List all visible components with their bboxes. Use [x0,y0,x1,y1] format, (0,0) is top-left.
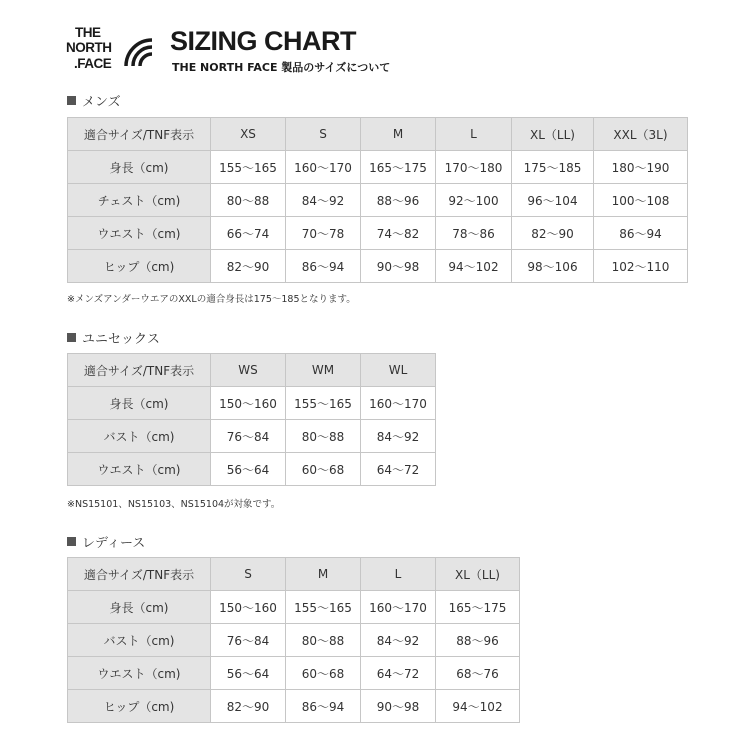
size-value-cell: 160～170 [286,151,361,184]
size-column-header: M [361,118,436,151]
section-title-unisex [67,328,160,347]
page-subtitle: THE NORTH FACE 製品のサイズについて [172,61,391,74]
section-title-text: レディース [82,536,146,551]
size-value-cell: 84～92 [361,624,436,657]
size-value-cell: 60～68 [286,657,361,690]
size-value-cell: 76～84 [211,624,286,657]
size-column-header: WL [361,354,436,387]
section-title-ladies [67,532,145,551]
row-label-cell: 身長（cm) [68,387,211,420]
the-north-face-logo [62,26,158,78]
table-row [68,217,688,250]
table-row [68,420,436,453]
size-column-header: WM [286,354,361,387]
size-value-cell: 80～88 [286,420,361,453]
size-column-header: XS [211,118,286,151]
size-value-cell: 82～90 [211,690,286,723]
size-value-cell: 170～180 [436,151,512,184]
size-value-cell: 90～98 [361,250,436,283]
size-column-header: WS [211,354,286,387]
mens-size-table [67,117,688,283]
row-label-cell: ウエスト（cm) [68,217,211,250]
size-column-header: S [211,558,286,591]
row-label-cell: チェスト（cm) [68,184,211,217]
size-value-cell: 88～96 [361,184,436,217]
table-row [68,184,688,217]
corner-label-cell: 適合サイズ/TNF表示 [68,558,211,591]
square-bullet-icon [67,96,76,105]
square-bullet-icon [67,537,76,546]
size-column-header: L [361,558,436,591]
size-value-cell: 100～108 [594,184,688,217]
size-column-header: XL（LL) [512,118,594,151]
size-value-cell: 94～102 [436,690,520,723]
table-row [68,453,436,486]
size-value-cell: 82～90 [211,250,286,283]
size-value-cell: 88～96 [436,624,520,657]
size-value-cell: 90～98 [361,690,436,723]
size-value-cell: 175～185 [512,151,594,184]
row-label-cell: バスト（cm) [68,624,211,657]
row-label-cell: ヒップ（cm) [68,250,211,283]
size-column-header: S [286,118,361,151]
size-value-cell: 84～92 [286,184,361,217]
size-value-cell: 78～86 [436,217,512,250]
size-value-cell: 80～88 [286,624,361,657]
size-value-cell: 56～64 [211,453,286,486]
table-row [68,151,688,184]
row-label-cell: バスト（cm) [68,420,211,453]
size-value-cell: 92～100 [436,184,512,217]
size-value-cell: 160～170 [361,387,436,420]
table-row [68,624,520,657]
table-row [68,657,520,690]
size-value-cell: 56～64 [211,657,286,690]
logo-line-1: THE [75,25,101,40]
size-value-cell: 180～190 [594,151,688,184]
section-title-text: メンズ [82,95,121,110]
section-title-text: ユニセックス [82,332,160,347]
half-dome-icon [122,28,156,68]
size-value-cell: 155～165 [286,387,361,420]
size-value-cell: 160～170 [361,591,436,624]
page-title: SIZING CHART [170,26,356,56]
logo-line-2: NORTH [66,40,112,55]
mens-note: ※メンズアンダーウエアのXXLの適合身長は175～185となります。 [67,294,356,305]
size-value-cell: 66～74 [211,217,286,250]
table-header-row [68,118,688,151]
size-value-cell: 150～160 [211,591,286,624]
unisex-size-table [67,353,436,486]
size-value-cell: 96～104 [512,184,594,217]
square-bullet-icon [67,333,76,342]
size-column-header: M [286,558,361,591]
row-label-cell: ヒップ（cm) [68,690,211,723]
size-value-cell: 76～84 [211,420,286,453]
size-value-cell: 82～90 [512,217,594,250]
corner-label-cell: 適合サイズ/TNF表示 [68,118,211,151]
size-value-cell: 155～165 [286,591,361,624]
size-value-cell: 165～175 [361,151,436,184]
size-column-header: L [436,118,512,151]
size-value-cell: 94～102 [436,250,512,283]
table-header-row [68,558,520,591]
size-value-cell: 64～72 [361,657,436,690]
row-label-cell: 身長（cm) [68,151,211,184]
size-value-cell: 84～92 [361,420,436,453]
ladies-size-table [67,557,520,723]
size-value-cell: 60～68 [286,453,361,486]
table-header-row [68,354,436,387]
row-label-cell: ウエスト（cm) [68,657,211,690]
size-value-cell: 80～88 [211,184,286,217]
size-column-header: XL（LL) [436,558,520,591]
size-value-cell: 70～78 [286,217,361,250]
unisex-note: ※NS15101、NS15103、NS15104が対象です。 [67,499,281,510]
size-value-cell: 102～110 [594,250,688,283]
section-title-mens [67,91,121,110]
size-value-cell: 155～165 [211,151,286,184]
row-label-cell: ウエスト（cm) [68,453,211,486]
size-value-cell: 86～94 [286,690,361,723]
row-label-cell: 身長（cm) [68,591,211,624]
table-row [68,387,436,420]
table-row [68,690,520,723]
size-value-cell: 150～160 [211,387,286,420]
logo-line-3: .FACE [74,56,112,71]
corner-label-cell: 適合サイズ/TNF表示 [68,354,211,387]
size-value-cell: 64～72 [361,453,436,486]
size-value-cell: 68～76 [436,657,520,690]
size-value-cell: 86～94 [286,250,361,283]
size-value-cell: 165～175 [436,591,520,624]
table-row [68,591,520,624]
size-value-cell: 86～94 [594,217,688,250]
size-value-cell: 98～106 [512,250,594,283]
table-row [68,250,688,283]
size-value-cell: 74～82 [361,217,436,250]
size-column-header: XXL（3L) [594,118,688,151]
